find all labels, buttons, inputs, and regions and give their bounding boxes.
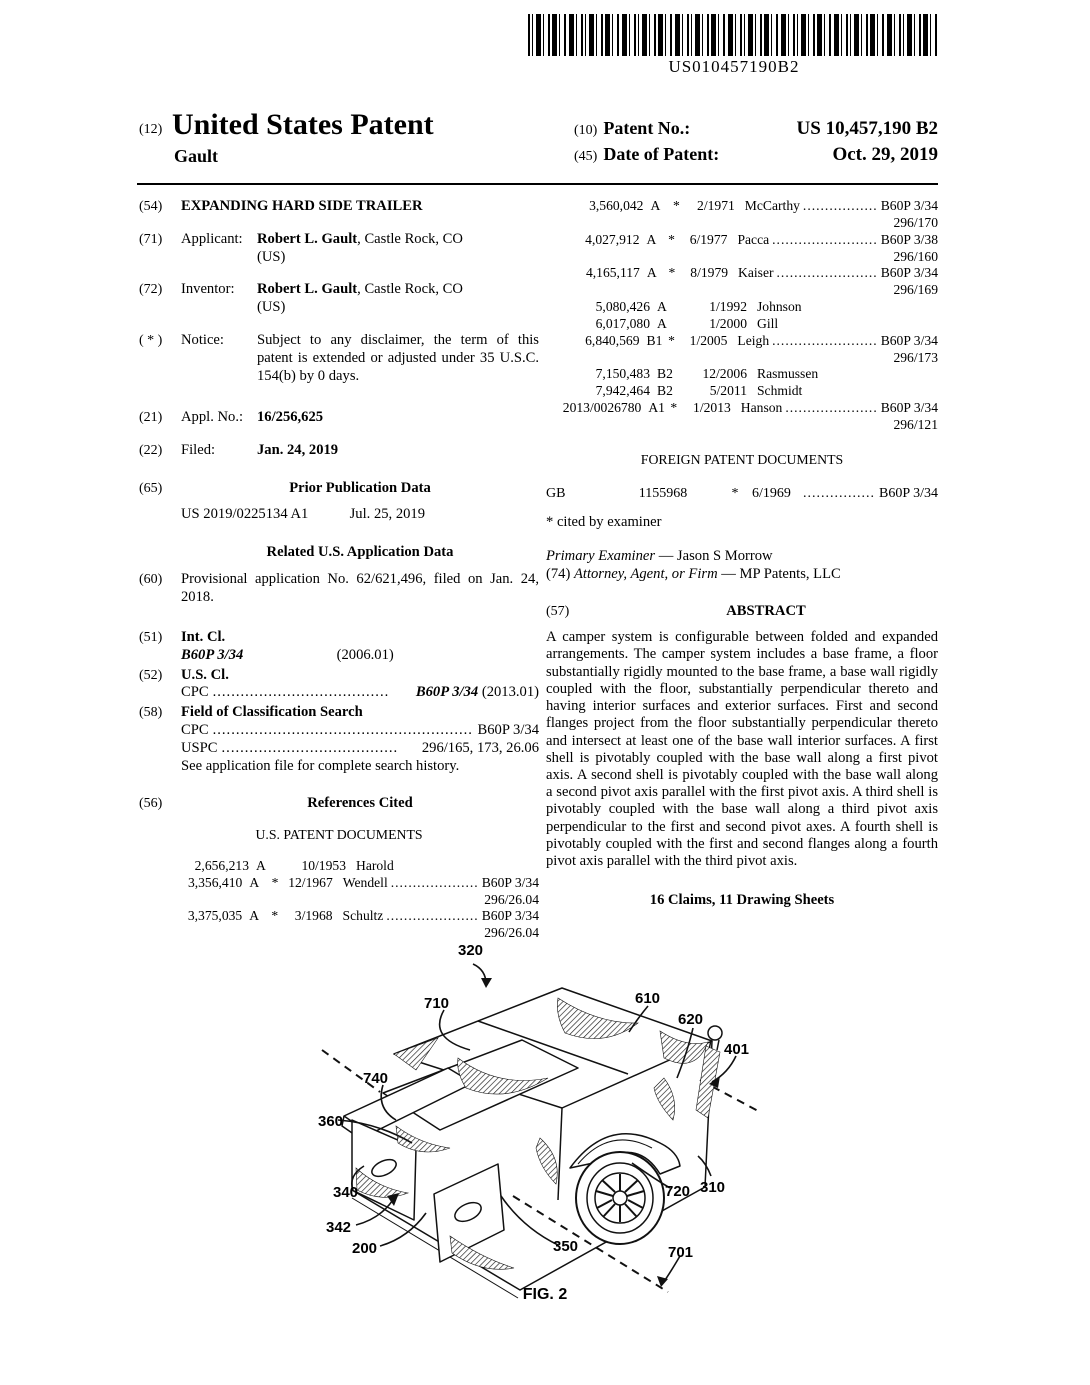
- tag-72: (72): [139, 282, 163, 298]
- tag-22: (22): [139, 443, 163, 459]
- date-of-patent-value: Oct. 29, 2019: [832, 144, 938, 165]
- foreign-patent-documents-heading: FOREIGN PATENT DOCUMENTS: [640, 451, 844, 467]
- field-10-tag: (10): [574, 123, 598, 138]
- tag-71: (71): [139, 231, 163, 247]
- table-row-continuation: 296/170: [893, 214, 938, 230]
- field-search-note: See application file for complete search history.: [181, 757, 460, 774]
- ref-label-360: 360: [318, 1113, 344, 1130]
- section-int-cl-51: [139, 629, 539, 665]
- section-applicant-71: [139, 231, 539, 267]
- ref-label-320: 320: [458, 942, 484, 959]
- header-inventor-surname: Gault: [174, 146, 219, 166]
- us-patent-documents-heading: U.S. PATENT DOCUMENTS: [255, 827, 423, 843]
- trailer-line-drawing: [300, 936, 788, 1316]
- table-row-continuation: 296/26.04: [484, 891, 539, 907]
- ref-label-340: 340: [333, 1184, 359, 1201]
- header-rule: [137, 183, 938, 185]
- table-row: 3,560,042 A * 2/1971 McCarthy ................. B60P 3/34: [589, 198, 938, 213]
- table-row: 4,027,912 A * 6/1977 Pacca ........................ B60P 3/38: [585, 231, 939, 247]
- prior-publication-heading: Prior Publication Data: [289, 479, 431, 496]
- table-row: 2013/0026780 A1 * 1/2013 Hanson ..................... B60P 3/34: [562, 400, 939, 416]
- table-row: 6,840,569 B1 * 1/2005 Leigh ........................ B60P 3/34: [585, 332, 938, 348]
- int-cl-heading: Int. Cl.: [181, 628, 226, 645]
- tag-54: (54): [139, 199, 163, 214]
- us-references-right: [546, 198, 938, 434]
- table-row-continuation: 296/160: [893, 248, 938, 264]
- us-cl-cpc-line: CPC ...................................... B60P 3/34 (2013.01): [181, 684, 539, 701]
- patent-no-value: US 10,457,190 B2: [796, 118, 938, 139]
- ref-label-200: 200: [352, 1240, 378, 1257]
- field-45-tag: (45): [574, 149, 598, 164]
- section-title-54: [139, 198, 539, 216]
- table-row-continuation: 296/121: [893, 416, 938, 432]
- filed-value: Jan. 24, 2019: [257, 442, 339, 459]
- applicant-label: Applicant:: [181, 230, 243, 247]
- field-search-heading: Field of Classification Search: [181, 704, 363, 721]
- references-cited-heading: References Cited: [307, 795, 413, 812]
- tag-21: (21): [139, 410, 163, 426]
- prior-publication-line: [181, 506, 539, 524]
- section-prior-publication-65: [139, 480, 539, 498]
- table-row-continuation: 296/173: [893, 349, 938, 365]
- patent-no-label: Patent No.:: [603, 118, 691, 138]
- dot-leader: ......................................: [212, 684, 390, 701]
- claims-summary: 16 Claims, 11 Drawing Sheets: [649, 892, 835, 909]
- applicant-value: Robert L. Gault, Castle Rock, CO (US): [257, 230, 463, 265]
- us-cl-heading: U.S. Cl.: [181, 666, 229, 683]
- patent-number-line: [574, 118, 938, 140]
- section-references-56: [139, 795, 539, 813]
- tag-60: (60): [139, 572, 163, 588]
- dot-leader: ........................................................: [212, 721, 473, 738]
- table-row: 4,165,117 A * 8/1979 Kaiser ....................... B60P 3/34: [585, 265, 938, 281]
- table-row: 7,150,483 B2 12/2006 Rasmussen: [595, 366, 819, 382]
- right-column: [546, 198, 938, 910]
- ref-label-720: 720: [665, 1183, 691, 1200]
- section-field-search-58: [139, 704, 539, 775]
- ref-label-342: 342: [326, 1219, 352, 1236]
- int-cl-year: (2006.01): [336, 646, 394, 663]
- barcode: [528, 14, 940, 56]
- table-row: 5,080,426 A 1/1992 Johnson: [595, 299, 802, 315]
- figure-2-drawing: [300, 936, 788, 1316]
- section-notice: [139, 332, 539, 385]
- section-inventor-72: [139, 281, 539, 317]
- abstract-heading: ABSTRACT: [726, 603, 806, 620]
- field-search-cpc-line: CPC ........................................................ B60P 3/34: [181, 721, 539, 738]
- us-references-left: [139, 858, 539, 942]
- ref-label-610: 610: [635, 990, 661, 1007]
- inventor-value: Robert L. Gault, Castle Rock, CO (US): [257, 281, 463, 316]
- int-cl-class: B60P 3/34: [181, 646, 244, 663]
- abstract-text: A camper system is configurable between folded and expanded arrangements. The camper system includes a base frame, a floor substantially rigidly mounted to the base frame, a base wall rigidly coupled with the floor, substantially perpendicular thereto and having interior surfaces and exterior surfaces. First and second flanges project from the floor substantially perpendicular thereto and intersect at least one of the base wall interior surfaces. A first shell is pivotably coupled with the base wall along a first pivot axis. A second shell is pivotably coupled with the base wall along a second pivot axis parallel with the first pivot axis. A third shell is pivotably coupled with the base wall along a third pivot axis perpendicular to the first and second pivot axes. A fourth shell is pivotably coupled with the first and second flanges along a fourth pivot axis parallel with the third pivot axis.: [546, 629, 938, 870]
- notice-label: Notice:: [181, 331, 224, 348]
- field-search-uspc-line: USPC ...................................... 296/165, 173, 26.06: [181, 739, 539, 756]
- ref-label-310: 310: [700, 1179, 726, 1196]
- tag-52: (52): [139, 667, 163, 683]
- patent-date-line: [574, 144, 938, 166]
- date-of-patent-label: Date of Patent:: [603, 144, 720, 164]
- ref-label-740: 740: [363, 1070, 389, 1087]
- attorney-line: (74) Attorney, Agent, or Firm — MP Patents, LLC: [546, 565, 841, 582]
- ref-label-350: 350: [553, 1238, 579, 1255]
- table-row: 3,356,410 A * 12/1967 Wendell .................... B60P 3/34: [187, 874, 539, 890]
- cited-by-examiner-note: * cited by examiner: [546, 514, 662, 530]
- section-abstract-57: [546, 603, 938, 621]
- appl-no-value: 16/256,625: [257, 409, 324, 426]
- appl-no-label: Appl. No.:: [181, 409, 244, 426]
- tag-57: (57): [546, 604, 570, 620]
- foreign-reference-row: GB 1155968 * 6/1969 ................ B60P 3/34: [546, 485, 938, 501]
- ref-label-701: 701: [668, 1244, 694, 1261]
- field-12-tag: (12): [139, 122, 163, 137]
- left-column: [139, 198, 539, 942]
- ref-label-620: 620: [678, 1011, 704, 1028]
- tag-51: (51): [139, 629, 163, 645]
- tag-56: (56): [139, 796, 163, 812]
- related-application-heading: Related U.S. Application Data: [266, 543, 454, 560]
- ref-label-710: 710: [424, 995, 450, 1012]
- inventor-label: Inventor:: [181, 281, 235, 298]
- figure-caption: FIG. 2: [522, 1286, 568, 1303]
- tag-notice: ( * ): [139, 332, 163, 348]
- section-appl-no-21: [139, 409, 539, 427]
- invention-title: EXPANDING HARD SIDE TRAILER: [181, 198, 423, 214]
- section-us-cl-52: [139, 667, 539, 703]
- section-filed-22: [139, 442, 539, 460]
- ref-label-401: 401: [724, 1041, 750, 1058]
- filed-label: Filed:: [181, 442, 216, 459]
- publication-number: US 2019/0225134 A1: [181, 505, 309, 522]
- table-row-continuation: 296/169: [893, 282, 938, 298]
- dot-leader: ......................................: [221, 739, 399, 756]
- tag-65: (65): [139, 480, 163, 496]
- table-row: 2,656,213 A 10/1953 Harold: [194, 857, 394, 873]
- table-row: 3,375,035 A * 3/1968 Schultz ..................... B60P 3/34: [187, 908, 539, 924]
- notice-text: Subject to any disclaimer, the term of this patent is extended or adjusted under 35 U.S.C. 154(b) by 0 days.: [257, 331, 539, 384]
- primary-examiner-line: Primary Examiner — Jason S Morrow: [546, 547, 773, 564]
- table-row-continuation: 296/26.04: [484, 925, 539, 941]
- publication-date: Jul. 25, 2019: [349, 505, 426, 522]
- page-title: United States Patent: [172, 108, 434, 141]
- tag-58: (58): [139, 705, 163, 721]
- provisional-text: Provisional application No. 62/621,496, filed on Jan. 24, 2018.: [181, 571, 539, 606]
- section-provisional-60: [139, 571, 539, 607]
- barcode-number: US010457190B2: [668, 57, 800, 76]
- table-row: 7,942,464 B2 5/2011 Schmidt: [595, 383, 803, 399]
- table-row: 6,017,080 A 1/2000 Gill: [595, 315, 779, 331]
